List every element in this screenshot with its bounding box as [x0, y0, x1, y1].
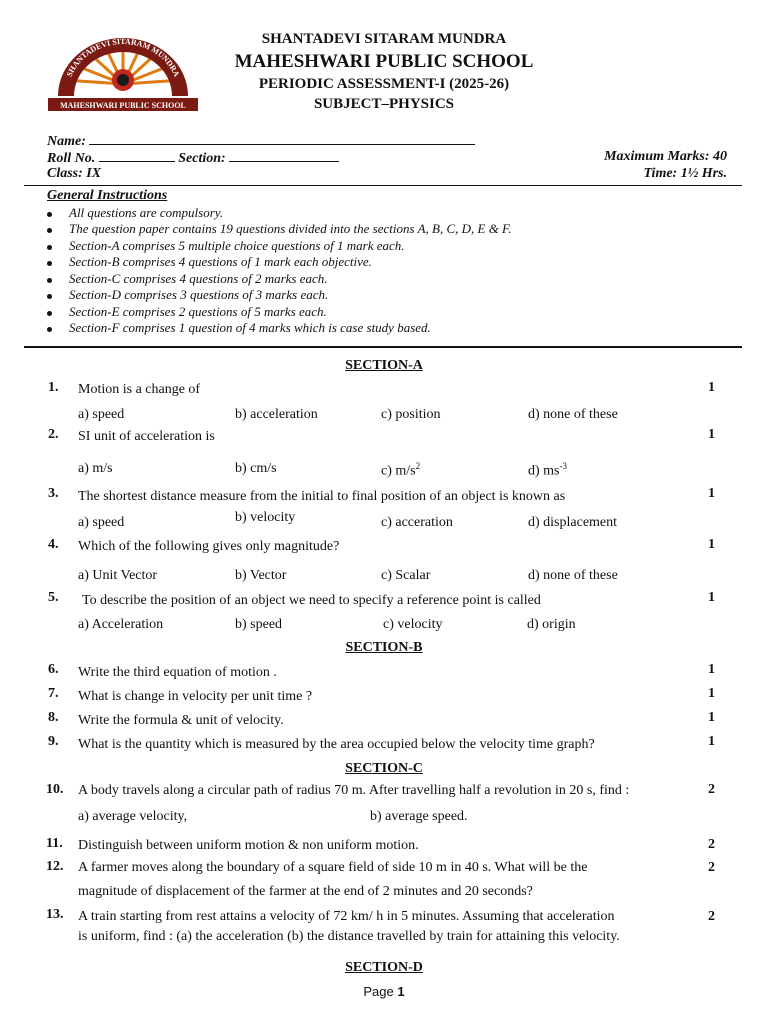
option-a: a) Acceleration [78, 617, 164, 632]
roll-label: Roll No. [47, 151, 96, 166]
instruction-item: Section-A comprises 5 multiple choice questions of 1 mark each. [69, 238, 405, 253]
option-c: c) velocity [383, 617, 443, 632]
option-d: d) origin [527, 617, 576, 632]
section-blank[interactable] [229, 149, 339, 162]
question-number: 3. [48, 486, 59, 501]
question-marks: 1 [708, 427, 715, 442]
section-c-heading: SECTION-C [345, 761, 423, 776]
roll-blank[interactable] [99, 149, 175, 162]
question-number: 13. [46, 907, 64, 922]
question-text-line2: magnitude of displacement of the farmer at the end of 2 minutes and 20 seconds? [78, 884, 533, 899]
option-d: d) none of these [528, 568, 618, 583]
question-marks: 1 [708, 486, 715, 501]
option-a: a) m/s [78, 461, 113, 476]
question-text-line2: is uniform, find : (a) the acceleration (b) the distance travelled by train for attaining this velocity. [78, 929, 620, 944]
instructions-title: General Instructions [47, 188, 168, 203]
question-number: 4. [48, 537, 59, 552]
question-marks: 1 [708, 662, 715, 677]
page-label: Page [363, 984, 394, 999]
bullet-icon [47, 245, 52, 250]
option-c: c) acceration [381, 515, 453, 530]
question-number: 8. [48, 710, 59, 725]
question-text: What is change in velocity per unit time ? [78, 689, 313, 704]
section-d-heading: SECTION-D [345, 960, 423, 975]
instruction-item: Section-B comprises 4 questions of 1 mark each objective. [69, 254, 372, 269]
question-marks: 1 [708, 537, 715, 552]
subject-title: SUBJECT–PHYSICS [313, 96, 455, 112]
question-marks: 1 [708, 590, 715, 605]
bullet-icon [47, 278, 52, 283]
logo-banner-text: MAHESHWARI PUBLIC SCHOOL [60, 101, 186, 110]
option-d: d) displacement [528, 515, 618, 530]
question-text: What is the quantity which is measured by the area occupied below the velocity time graph? [78, 737, 595, 752]
page-number: 1 [397, 984, 405, 999]
instruction-item: The question paper contains 19 questions divided into the sections A, B, C, D, E & F. [69, 221, 512, 236]
option-a: a) Unit Vector [78, 568, 158, 583]
divider-top [24, 185, 742, 186]
bullet-icon [47, 228, 52, 233]
question-marks: 1 [708, 380, 715, 395]
question-text: Write the third equation of motion . [78, 665, 277, 680]
question-marks: 2 [708, 860, 715, 875]
section-b-heading: SECTION-B [345, 640, 423, 655]
instruction-item: All questions are compulsory. [69, 205, 224, 220]
option-b: b) acceleration [235, 407, 318, 422]
max-marks: Maximum Marks: 40 [604, 149, 727, 164]
question-marks: 1 [708, 734, 715, 749]
question-marks: 1 [708, 686, 715, 701]
question-text: A train starting from rest attains a velocity of 72 km/ h in 5 minutes. Assuming that acceleration [78, 909, 615, 924]
page-footer [0, 984, 768, 999]
question-text: The shortest distance measure from the initial to final position of an object is known as [78, 489, 566, 504]
divider-instructions [24, 346, 742, 348]
question-text: A farmer moves along the boundary of a square field of side 10 m in 40 s. What will be the [78, 860, 588, 875]
class-label: Class: IX [47, 166, 102, 181]
bullet-icon [47, 261, 52, 266]
question-text: SI unit of acceleration is [78, 429, 215, 444]
instruction-item: Section-D comprises 3 questions of 3 marks each. [69, 287, 329, 302]
instruction-item: Section-E comprises 2 questions of 5 marks each. [69, 304, 327, 319]
exam-title: PERIODIC ASSESSMENT-I (2025-26) [258, 76, 510, 92]
name-label: Name: [47, 134, 86, 149]
bullet-icon [47, 294, 52, 299]
question-text: To describe the position of an object we need to specify a reference point is called [82, 593, 541, 608]
option-b: b) speed [235, 617, 283, 632]
section-label: Section: [178, 151, 226, 166]
question-marks: 1 [708, 710, 715, 725]
section-a-heading: SECTION-A [345, 358, 423, 373]
question-number: 10. [46, 782, 64, 797]
question-number: 1. [48, 380, 59, 395]
logo-arc-text: SHANTADEVI SITARAM MUNDRA [64, 36, 182, 79]
question-number: 12. [46, 859, 64, 874]
trust-name: SHANTADEVI SITARAM MUNDRA [261, 31, 507, 47]
option-a: a) average velocity, [78, 809, 188, 824]
question-number: 11. [46, 836, 63, 851]
question-number: 2. [48, 427, 59, 442]
question-text: Motion is a change of [78, 382, 201, 397]
roll-row [47, 149, 339, 167]
question-text: A body travels along a circular path of radius 70 m. After travelling half a revolution in 20 s, find : [78, 783, 630, 798]
option-c: c) Scalar [381, 568, 431, 583]
question-marks: 2 [708, 909, 715, 924]
bullet-icon [47, 311, 52, 316]
question-text: Which of the following gives only magnitude? [78, 539, 340, 554]
option-b: b) velocity [235, 510, 296, 525]
question-number: 5. [48, 590, 59, 605]
option-d: d) $ms^{-3}$ [528, 461, 567, 479]
question-text: Distinguish between uniform motion & non uniform motion. [78, 838, 419, 853]
option-b: b) average speed. [370, 809, 468, 824]
question-text: Write the formula & unit of velocity. [78, 713, 284, 728]
question-number: 6. [48, 662, 59, 677]
instruction-item: Section-F comprises 1 question of 4 marks which is case study based. [69, 320, 431, 335]
instruction-item: Section-C comprises 4 questions of 2 marks each. [69, 271, 328, 286]
question-number: 7. [48, 686, 59, 701]
option-a: a) speed [78, 515, 125, 530]
question-number: 9. [48, 734, 59, 749]
question-marks: 2 [708, 782, 715, 797]
option-b: b) cm/s [235, 461, 277, 476]
school-name: MAHESHWARI PUBLIC SCHOOL [234, 51, 534, 72]
option-b: b) Vector [235, 568, 287, 583]
option-d: d) none of these [528, 407, 618, 422]
option-a: a) speed [78, 407, 125, 422]
bullet-icon [47, 327, 52, 332]
question-marks: 2 [708, 837, 715, 852]
name-blank[interactable] [89, 132, 475, 145]
name-row [47, 132, 475, 150]
bullet-icon [47, 212, 52, 217]
option-c: c) $m/s^2$ [381, 461, 421, 479]
time-label: Time: 1½ Hrs. [643, 166, 727, 181]
option-c: c) position [381, 407, 441, 422]
